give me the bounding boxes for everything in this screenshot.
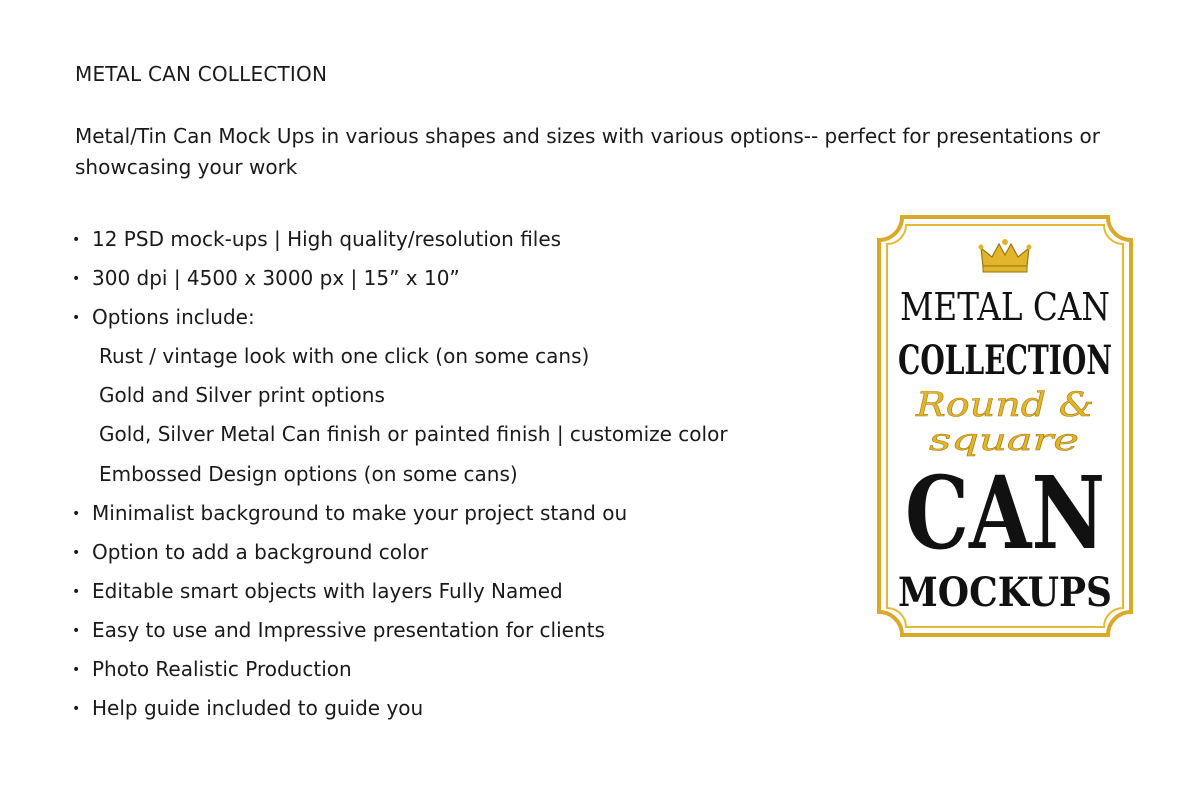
bullet-icon: • xyxy=(72,310,81,327)
badge-script-round: Round & xyxy=(914,385,1094,425)
bullet-icon: • xyxy=(72,232,81,248)
list-item: • Editable smart objects with layers Fully Named xyxy=(72,576,728,615)
badge-line-collection: COLLECTION xyxy=(898,337,1112,384)
list-item: • Easy to use and Impressive presentation for clients xyxy=(72,615,728,654)
list-item: • 12 PSD mock-ups | High quality/resolution files xyxy=(72,224,728,263)
bullet-icon: • xyxy=(72,271,81,288)
bullet-icon: • xyxy=(72,583,81,600)
bullet-icon: • xyxy=(72,701,81,718)
list-item: • Help guide included to guide you xyxy=(72,693,728,732)
sub-list-item: Gold, Silver Metal Can finish or painted finish | customize color xyxy=(99,422,728,447)
list-item: • Options include: xyxy=(72,302,728,341)
sub-list-item: Embossed Design options (on some cans) xyxy=(99,461,518,486)
badge-line-can: CAN xyxy=(905,454,1105,572)
sub-list-item: Gold and Silver print options xyxy=(99,383,385,408)
feature-list xyxy=(72,224,728,732)
list-item: • Minimalist background to make your project stand ou xyxy=(72,498,728,537)
bullet-icon: • xyxy=(72,505,81,522)
product-badge xyxy=(876,214,1134,638)
bullet-icon: • xyxy=(72,544,81,561)
bullet-icon: • xyxy=(72,622,81,639)
list-item: • 300 dpi | 4500 x 3000 px | 15” x 10” xyxy=(72,263,728,302)
badge-script-square: square xyxy=(929,423,1079,458)
bullet-icon: • xyxy=(72,662,81,679)
badge-line-mockups: MOCKUPS xyxy=(898,569,1112,616)
page-title: METAL CAN COLLECTION xyxy=(75,62,328,86)
badge-line-metal-can: METAL CAN xyxy=(900,285,1110,329)
description: Metal/Tin Can Mock Ups in various shapes and sizes with various options-- perfect for presentations or showcasing your work xyxy=(75,124,1101,179)
sub-list-item: Rust / vintage look with one click (on some cans) xyxy=(99,344,590,369)
list-item: • Photo Realistic Production xyxy=(72,654,728,693)
list-item: • Option to add a background color xyxy=(72,537,728,576)
badge-graphic xyxy=(876,214,1134,638)
